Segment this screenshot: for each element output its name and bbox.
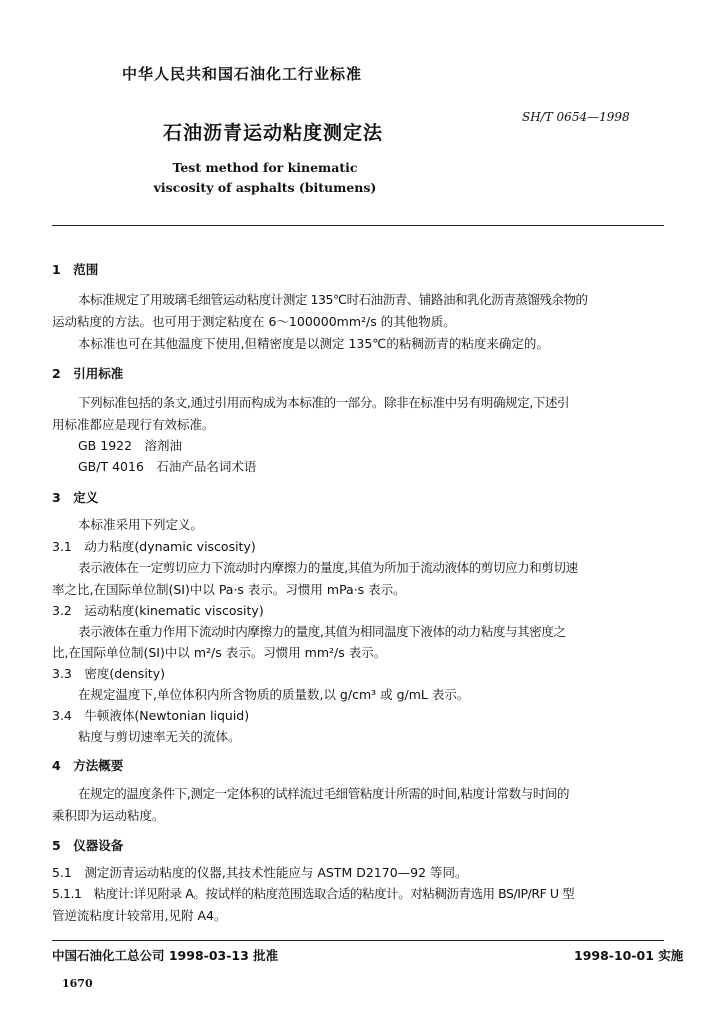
definition-3-3-line-1: 在规定温度下,单位体积内所含物质的质量数,以 g/cm³ 或 g/mL 表示。 [78, 687, 470, 702]
section-4-heading: 4 方法概要 [52, 758, 124, 773]
section-1-paragraph-2: 本标准也可在其他温度下使用,但精密度是以测定 135℃的粘稠沥青的粘度来确定的。 [78, 336, 549, 351]
section-3-heading: 3 定义 [52, 490, 99, 505]
section-2-paragraph-line-1: 下列标准包括的条文,通过引用而构成为本标准的一部分。除非在标准中另有明确规定,下述引 [78, 395, 570, 410]
page-number: 1670 [62, 977, 93, 990]
footer-divider [52, 940, 664, 941]
header-divider [52, 225, 664, 226]
section-5-heading: 5 仪器设备 [52, 838, 124, 853]
definition-3-2-line-2: 比,在国际单位制(SI)中以 m²/s 表示。习惯用 mm²/s 表示。 [52, 645, 387, 660]
definition-3-3-heading: 3.3 密度(density) [52, 666, 165, 681]
implementation-date: 1998-10-01 实施 [574, 948, 684, 963]
reference-gb-1922: GB 1922 溶剂油 [78, 438, 183, 453]
section-4-paragraph-line-1: 在规定的温度条件下,测定一定体积的试样流过毛细管粘度计所需的时间,粘度计常数与时间的 [78, 786, 570, 801]
section-3-intro: 本标准采用下列定义。 [78, 517, 204, 532]
definition-3-1-line-1: 表示液体在一定剪切应力下流动时内摩擦力的量度,其值为所加于流动液体的剪切应力和剪切速 [78, 560, 578, 575]
approval-line: 中国石油化工总公司 1998-03-13 批准 [52, 948, 279, 963]
definition-3-4-heading: 3.4 牛顿液体(Newtonian liquid) [52, 708, 250, 723]
clause-5-1: 5.1 测定沥青运动粘度的仪器,其技术性能应与 ASTM D2170—92 等同。 [52, 865, 468, 880]
section-4-paragraph-line-2: 乘积即为运动粘度。 [52, 808, 165, 823]
document-title-en-line1: Test method for kinematic [172, 160, 358, 175]
section-2-heading: 2 引用标准 [52, 366, 124, 381]
section-1-heading: 1 范围 [52, 262, 99, 277]
document-title-en-line2: viscosity of asphalts (bitumens) [153, 180, 377, 195]
definition-3-2-heading: 3.2 运动粘度(kinematic viscosity) [52, 603, 264, 618]
reference-gbt-4016: GB/T 4016 石油产品名词术语 [78, 459, 257, 474]
clause-5-1-1-line-2: 管逆流粘度计较常用,见附 A4。 [52, 908, 227, 923]
standard-category-header: 中华人民共和国石油化工行业标准 [122, 65, 363, 83]
definition-3-1-heading: 3.1 动力粘度(dynamic viscosity) [52, 539, 256, 554]
definition-3-1-line-2: 率之比,在国际单位制(SI)中以 Pa·s 表示。习惯用 mPa·s 表示。 [52, 582, 406, 597]
standard-code: SH/T 0654—1998 [522, 110, 630, 124]
definition-3-2-line-1: 表示液体在重力作用下流动时内摩擦力的量度,其值为相同温度下液体的动力粘度与其密度之 [78, 624, 566, 639]
section-2-paragraph-line-2: 用标准都应是现行有效标准。 [52, 417, 215, 432]
clause-5-1-1-line-1: 5.1.1 粘度计:详见附录 A。按试样的粘度范围选取合适的粘度计。对粘稠沥青选用 BS/IP/RF U 型 [52, 886, 575, 901]
section-1-paragraph-1-line-1: 本标准规定了用玻璃毛细管运动粘度计测定 135℃时石油沥青、铺路油和乳化沥青蒸馏残余物的 [78, 292, 588, 307]
definition-3-4-line-1: 粘度与剪切速率无关的流体。 [78, 729, 241, 744]
document-title-cn: 石油沥青运动粘度测定法 [163, 122, 384, 144]
section-1-paragraph-1-line-2: 运动粘度的方法。也可用于测定粘度在 6～100000mm²/s 的其他物质。 [52, 314, 456, 329]
